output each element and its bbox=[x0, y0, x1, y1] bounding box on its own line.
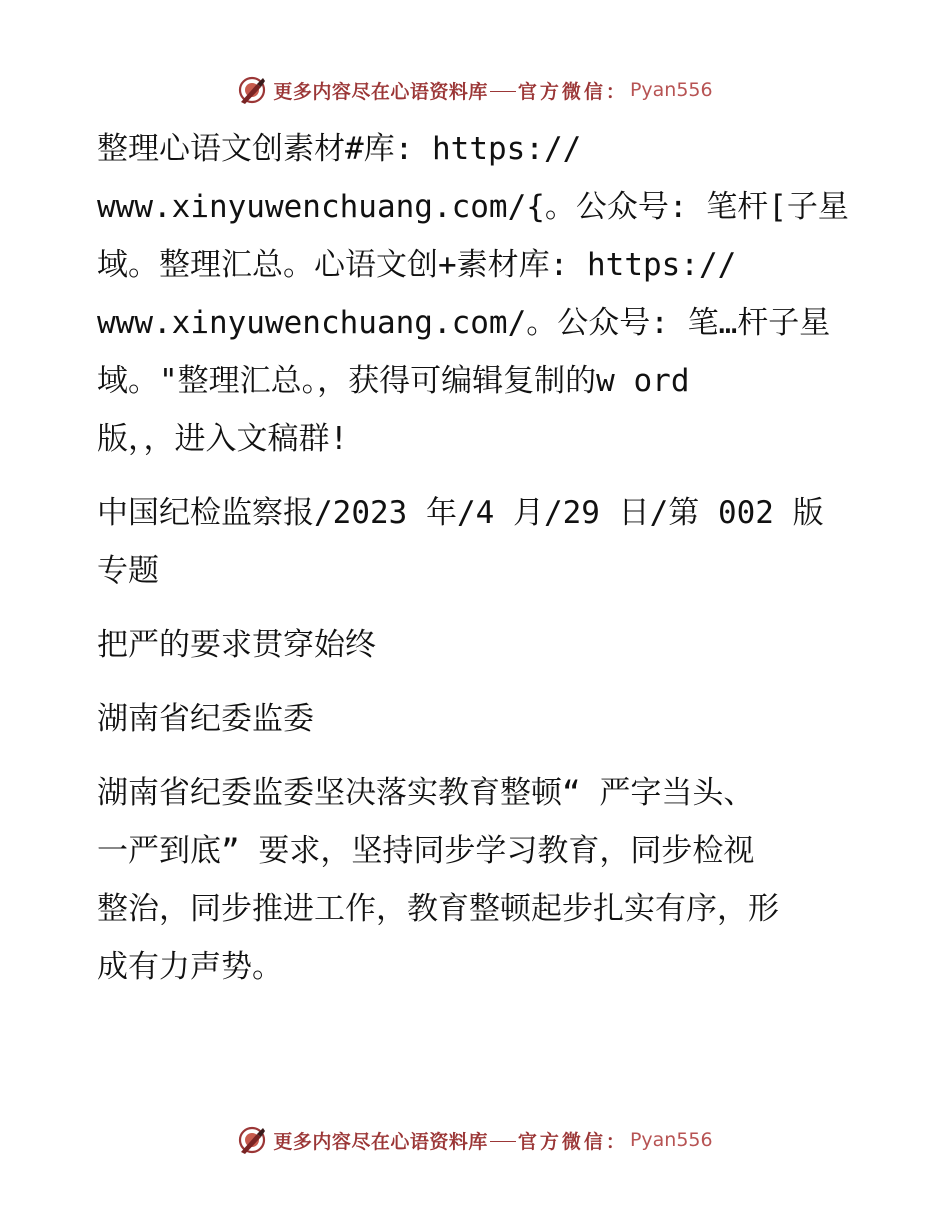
banner-title: 更多内容尽在心语资料库 bbox=[273, 1130, 488, 1153]
banner-wechat-id: Pyan556 bbox=[629, 1129, 713, 1151]
footer-watermark-banner bbox=[0, 1120, 950, 1160]
pen-logo-icon bbox=[237, 75, 267, 105]
source-promo-paragraph: 整理心语文创素材#库: https:// www.xinyuwenchuang.com/{。公众号: 笔杆[子星 域。整理汇总。心语文创+素材库: https:// www.xinyuwenchuang.com/。公众号: 笔…杆子星 域。"整理汇总。，获得可编辑复制的w ord 版，，进入文稿群! bbox=[97, 131, 849, 457]
banner-title: 更多内容尽在心语资料库 bbox=[273, 80, 488, 103]
pen-logo-icon bbox=[237, 1125, 267, 1155]
header-watermark-banner bbox=[0, 70, 950, 110]
article-title: 把严的要求贯穿始终 bbox=[97, 627, 376, 663]
banner-wechat-label: 官方微信： bbox=[517, 1130, 628, 1153]
article-body-paragraph: 湖南省纪委监委坚决落实教育整顿“ 严字当头、 一严到底” 要求，坚持同步学习教育，同步检视 整治，同步推进工作，教育整顿起步扎实有序，形 成有力声势。 bbox=[97, 775, 779, 985]
banner-dash-divider bbox=[490, 1141, 516, 1142]
article-author: 湖南省纪委监委 bbox=[97, 701, 314, 737]
newspaper-citation: 中国纪检监察报/2023 年/4 月/29 日/第 002 版 专题 bbox=[97, 495, 824, 589]
banner-wechat-id: Pyan556 bbox=[629, 79, 713, 101]
document-body bbox=[97, 120, 857, 996]
banner-wechat-label: 官方微信： bbox=[517, 80, 628, 103]
banner-dash-divider bbox=[490, 91, 516, 92]
